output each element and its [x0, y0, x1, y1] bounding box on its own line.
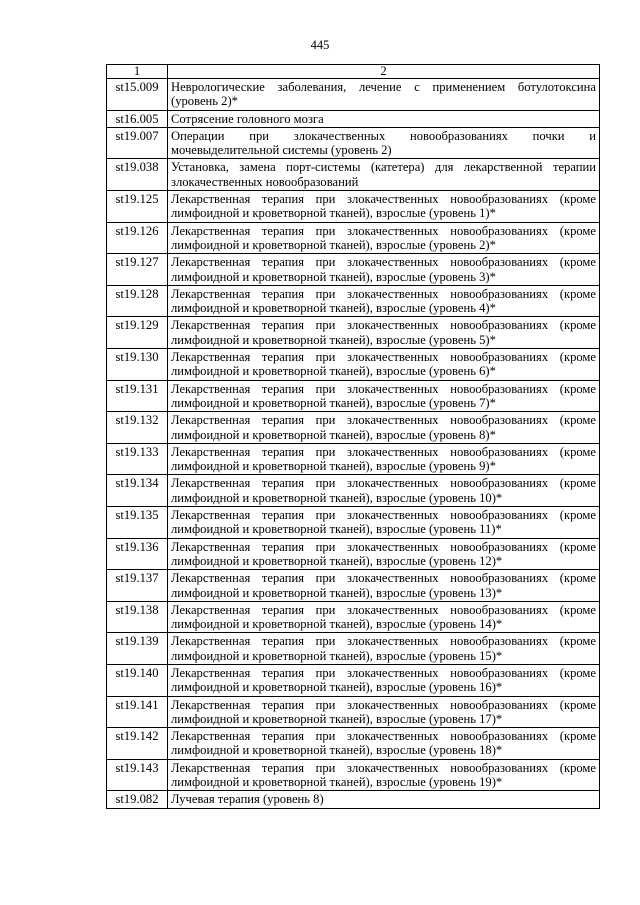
row-code: st19.128 [107, 285, 168, 317]
codes-table [106, 64, 600, 809]
row-description: Лекарственная терапия при злокачественных новообразованиях (кроме лимфоидной и кроветворной тканей), взрослые (уровень 8)* [168, 412, 600, 444]
row-description: Лекарственная терапия при злокачественных новообразованиях (кроме лимфоидной и кроветворной тканей), взрослые (уровень 15)* [168, 633, 600, 665]
row-description: Лекарственная терапия при злокачественных новообразованиях (кроме лимфоидной и кроветворной тканей), взрослые (уровень 19)* [168, 759, 600, 791]
table-row [107, 254, 600, 286]
row-description: Лекарственная терапия при злокачественных новообразованиях (кроме лимфоидной и кроветворной тканей), взрослые (уровень 3)* [168, 254, 600, 286]
row-code: st19.140 [107, 664, 168, 696]
table-row [107, 728, 600, 760]
table-row [107, 633, 600, 665]
row-description: Лекарственная терапия при злокачественных новообразованиях (кроме лимфоидной и кроветворной тканей), взрослые (уровень 4)* [168, 285, 600, 317]
row-code: st19.142 [107, 728, 168, 760]
row-description: Лекарственная терапия при злокачественных новообразованиях (кроме лимфоидной и кроветворной тканей), взрослые (уровень 7)* [168, 380, 600, 412]
table-row [107, 349, 600, 381]
page-number: 445 [310, 38, 330, 52]
row-code: st19.131 [107, 380, 168, 412]
table-row [107, 664, 600, 696]
row-description: Установка, замена порт-системы (катетера) для лекарственной терапии злокачественных новообразований [168, 159, 600, 191]
table-row [107, 79, 600, 111]
row-code: st19.130 [107, 349, 168, 381]
row-code: st16.005 [107, 110, 168, 127]
row-description: Лекарственная терапия при злокачественных новообразованиях (кроме лимфоидной и кроветворной тканей), взрослые (уровень 10)* [168, 475, 600, 507]
row-description: Лекарственная терапия при злокачественных новообразованиях (кроме лимфоидной и кроветворной тканей), взрослые (уровень 13)* [168, 570, 600, 602]
table-row [107, 285, 600, 317]
table-row [107, 538, 600, 570]
row-code: st19.129 [107, 317, 168, 349]
table-row [107, 601, 600, 633]
table-row [107, 570, 600, 602]
table-row [107, 507, 600, 539]
row-description: Лекарственная терапия при злокачественных новообразованиях (кроме лимфоидной и кроветворной тканей), взрослые (уровень 17)* [168, 696, 600, 728]
row-code: st19.125 [107, 191, 168, 223]
table-row [107, 159, 600, 191]
row-description: Операции при злокачественных новообразованиях почки и мочевыделительной системы (уровень 2) [168, 127, 600, 159]
row-description: Лекарственная терапия при злокачественных новообразованиях (кроме лимфоидной и кроветворной тканей), взрослые (уровень 11)* [168, 507, 600, 539]
row-code: st19.133 [107, 443, 168, 475]
row-description: Неврологические заболевания, лечение с применением ботулотоксина (уровень 2)* [168, 79, 600, 111]
row-code: st19.141 [107, 696, 168, 728]
table-row [107, 380, 600, 412]
row-code: st19.139 [107, 633, 168, 665]
column-header-2: 2 [168, 65, 600, 79]
column-header-1: 1 [107, 65, 168, 79]
row-description: Лекарственная терапия при злокачественных новообразованиях (кроме лимфоидной и кроветворной тканей), взрослые (уровень 6)* [168, 349, 600, 381]
row-code: st19.007 [107, 127, 168, 159]
table-row [107, 110, 600, 127]
row-description: Лекарственная терапия при злокачественных новообразованиях (кроме лимфоидной и кроветворной тканей), взрослые (уровень 12)* [168, 538, 600, 570]
row-description: Сотрясение головного мозга [168, 110, 600, 127]
row-description: Лекарственная терапия при злокачественных новообразованиях (кроме лимфоидной и кроветворной тканей), взрослые (уровень 16)* [168, 664, 600, 696]
table-row [107, 696, 600, 728]
row-description: Лекарственная терапия при злокачественных новообразованиях (кроме лимфоидной и кроветворной тканей), взрослые (уровень 18)* [168, 728, 600, 760]
table-row [107, 127, 600, 159]
row-code: st15.009 [107, 79, 168, 111]
table-row [107, 191, 600, 223]
row-description: Лекарственная терапия при злокачественных новообразованиях (кроме лимфоидной и кроветворной тканей), взрослые (уровень 14)* [168, 601, 600, 633]
table-row [107, 475, 600, 507]
row-description: Лучевая терапия (уровень 8) [168, 791, 600, 808]
row-code: st19.127 [107, 254, 168, 286]
table-row [107, 412, 600, 444]
table-row [107, 443, 600, 475]
table-row [107, 791, 600, 808]
table-row [107, 317, 600, 349]
row-description: Лекарственная терапия при злокачественных новообразованиях (кроме лимфоидной и кроветворной тканей), взрослые (уровень 1)* [168, 191, 600, 223]
row-code: st19.134 [107, 475, 168, 507]
table-row [107, 222, 600, 254]
row-code: st19.136 [107, 538, 168, 570]
row-code: st19.135 [107, 507, 168, 539]
row-code: st19.143 [107, 759, 168, 791]
row-code: st19.138 [107, 601, 168, 633]
row-code: st19.126 [107, 222, 168, 254]
row-description: Лекарственная терапия при злокачественных новообразованиях (кроме лимфоидной и кроветворной тканей), взрослые (уровень 9)* [168, 443, 600, 475]
row-code: st19.132 [107, 412, 168, 444]
row-code: st19.082 [107, 791, 168, 808]
row-description: Лекарственная терапия при злокачественных новообразованиях (кроме лимфоидной и кроветворной тканей), взрослые (уровень 5)* [168, 317, 600, 349]
row-code: st19.137 [107, 570, 168, 602]
table-body [107, 65, 600, 809]
table-row [107, 759, 600, 791]
table-header-row [107, 65, 600, 79]
row-description: Лекарственная терапия при злокачественных новообразованиях (кроме лимфоидной и кроветворной тканей), взрослые (уровень 2)* [168, 222, 600, 254]
row-code: st19.038 [107, 159, 168, 191]
